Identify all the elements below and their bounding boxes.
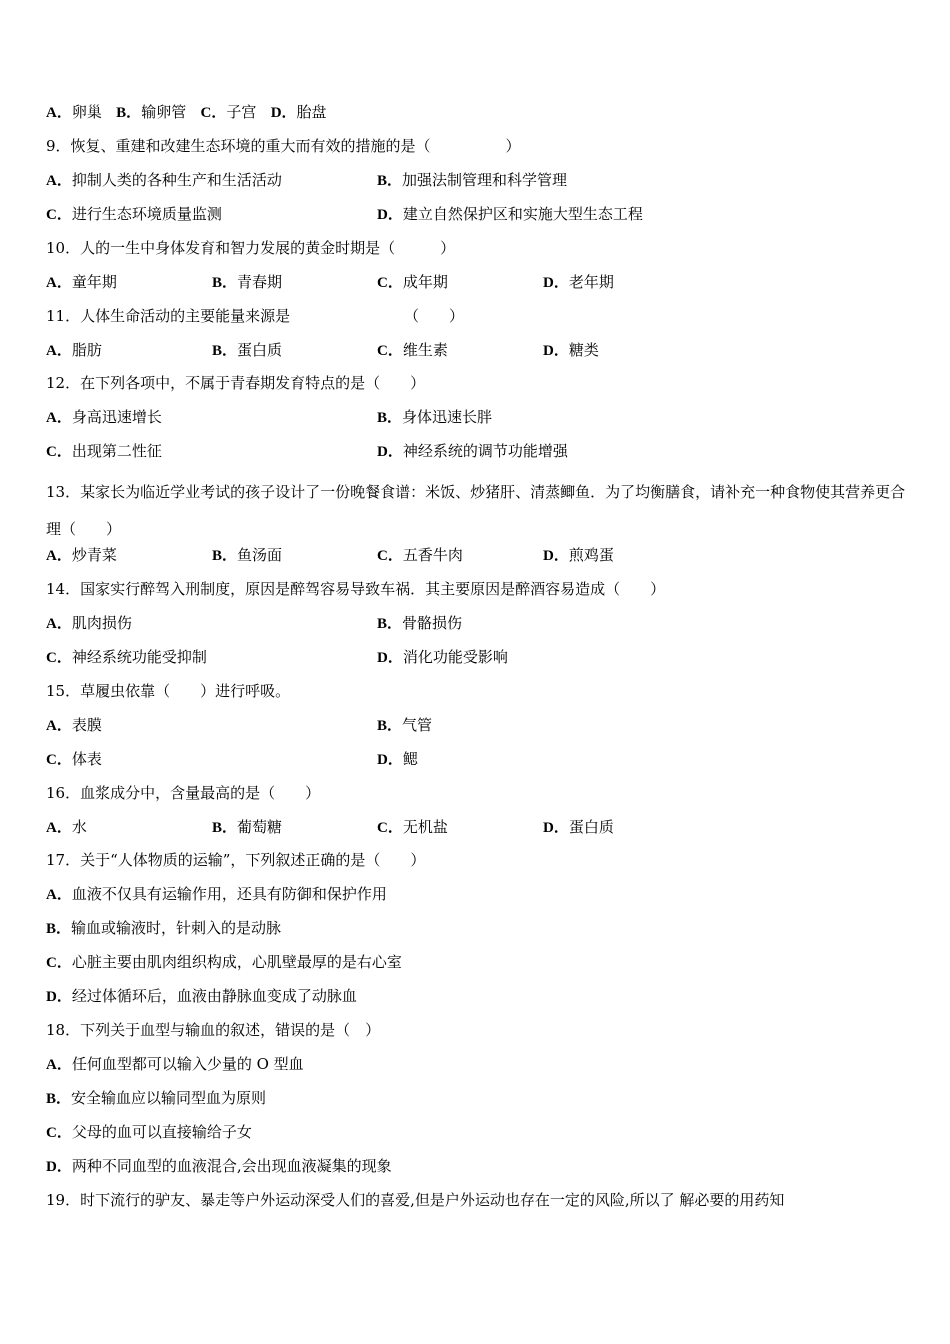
question-15-stem: 15．草履虫依靠（ ）进行呼吸。 [46, 682, 291, 700]
option-text: 无机盐 [402, 818, 448, 836]
option-text: 脂肪 [71, 341, 102, 359]
option-label: B． [377, 718, 403, 734]
option-label: C． [46, 444, 72, 460]
option-label: A． [46, 410, 72, 426]
option-text: 老年期 [568, 273, 614, 291]
option-label: B． [46, 1091, 72, 1107]
question-18-stem: 18．下列关于血型与输血的叙述，错误的是（ ） [46, 1021, 381, 1039]
option-text: 成年期 [402, 273, 448, 291]
option-text: 神经系统的调节功能增强 [402, 442, 568, 460]
q16-option-a [46, 817, 87, 838]
q13-option-c [377, 545, 463, 566]
q18-option-c [46, 1122, 252, 1143]
q13-option-b [212, 545, 282, 566]
option-label: D． [377, 207, 403, 223]
option-text: 气管 [402, 716, 433, 734]
option-label: C． [46, 1125, 72, 1141]
option-label: A． [46, 718, 72, 734]
q9-option-b [377, 170, 567, 191]
q15-option-b [377, 715, 432, 736]
option-label: A． [46, 887, 72, 903]
option-label: A． [46, 548, 72, 564]
option-label: C． [46, 650, 72, 666]
option-a-text: 卵巢 [71, 103, 102, 121]
option-b-text: 输卵管 [141, 103, 187, 121]
option-label: B． [377, 173, 403, 189]
q14-option-c [46, 647, 207, 668]
option-text: 肌肉损伤 [71, 614, 132, 632]
q12-option-b [377, 407, 492, 428]
q12-option-c [46, 441, 162, 462]
question-12-stem: 12．在下列各项中，不属于青春期发育特点的是（ ） [46, 374, 426, 392]
option-text: 血液不仅具有运输作用，还具有防御和保护作用 [71, 885, 387, 903]
q13-option-a [46, 545, 117, 566]
option-d-text: 胎盘 [296, 103, 327, 121]
option-label: D． [377, 444, 403, 460]
option-label: C． [46, 955, 72, 971]
q12-option-a [46, 407, 162, 428]
q16-option-c [377, 817, 448, 838]
option-text: 维生素 [402, 341, 448, 359]
option-text: 身高迅速增长 [71, 408, 162, 426]
question-13-stem: 13．某家长为临近学业考试的孩子设计了一份晚餐食谱：米饭、炒猪肝、清蒸鲫鱼．为了均衡膳食，请补充一种食物使其营养更合理（ ） [46, 483, 906, 538]
option-text: 葡萄糖 [237, 818, 283, 836]
options-row-q8 [46, 102, 327, 122]
option-label: D． [377, 650, 403, 666]
option-label: C． [377, 548, 403, 564]
option-text: 表膜 [71, 716, 102, 734]
option-text: 水 [71, 818, 87, 836]
option-text: 五香牛肉 [402, 546, 463, 564]
option-text: 加强法制管理和科学管理 [402, 171, 568, 189]
option-text: 神经系统功能受抑制 [71, 648, 207, 666]
question-19-stem: 19．时下流行的驴友、暴走等户外运动深受人们的喜爱,但是户外运动也存在一定的风险,所以了 解必要的用药知 [46, 1191, 785, 1209]
q15-option-a [46, 715, 102, 736]
option-label: A． [46, 275, 72, 291]
q10-option-b [212, 272, 282, 293]
q10-option-c [377, 272, 448, 293]
option-a-label: A． [46, 105, 72, 121]
option-text: 身体迅速长胖 [402, 408, 493, 426]
q12-option-d [377, 441, 568, 462]
option-label: A． [46, 616, 72, 632]
q11-option-d [543, 340, 599, 361]
q10-option-a [46, 272, 117, 293]
option-label: D． [46, 989, 72, 1005]
option-text: 安全输血应以输同型血为原则 [71, 1089, 267, 1107]
option-text: 童年期 [71, 273, 117, 291]
option-text: 骨骼损伤 [402, 614, 463, 632]
option-text: 煎鸡蛋 [568, 546, 614, 564]
option-text: 鱼汤面 [237, 546, 283, 564]
option-text: 糖类 [568, 341, 599, 359]
option-d-label: D． [270, 105, 297, 121]
option-label: B． [377, 616, 403, 632]
q16-option-b [212, 817, 282, 838]
q9-option-d [377, 204, 643, 225]
option-label: C． [46, 207, 72, 223]
q18-option-b [46, 1088, 266, 1109]
option-label: B． [212, 820, 238, 836]
q11-option-c [377, 340, 448, 361]
option-c-text: 子宫 [226, 103, 257, 121]
option-text: 输血或输液时，针刺入的是动脉 [71, 919, 282, 937]
option-label: C． [377, 275, 403, 291]
option-label: A． [46, 343, 72, 359]
option-text: 炒青菜 [71, 546, 117, 564]
option-text: 两种不同血型的血液混合,会出现血液凝集的现象 [71, 1157, 392, 1175]
q11-option-b [212, 340, 282, 361]
option-label: A． [46, 1057, 72, 1073]
question-11-paren: （ ） [404, 307, 465, 325]
option-label: B． [46, 921, 72, 937]
option-text: 进行生态环境质量监测 [71, 205, 222, 223]
option-label: D． [543, 548, 569, 564]
option-text: 心脏主要由肌肉组织构成，心肌壁最厚的是右心室 [71, 953, 402, 971]
option-label: C． [46, 752, 72, 768]
option-b-label: B． [116, 105, 142, 121]
question-9-stem: 9．恢复、重建和改建生态环境的重大而有效的措施的是（ ） [46, 137, 521, 155]
option-text: 父母的血可以直接输给子女 [71, 1123, 252, 1141]
option-c-label: C． [200, 105, 227, 121]
option-label: D． [46, 1159, 72, 1175]
q15-option-c [46, 749, 102, 770]
option-label: D． [543, 275, 569, 291]
option-text: 消化功能受影响 [402, 648, 508, 666]
option-text: 任何血型都可以输入少量的 O 型血 [71, 1055, 304, 1073]
option-label: B． [377, 410, 403, 426]
q16-option-d [543, 817, 614, 838]
q18-option-d [46, 1156, 392, 1177]
question-14-stem: 14．国家实行醉驾入刑制度，原因是醉驾容易导致车祸．其主要原因是醉酒容易造成（ ） [46, 580, 666, 598]
q11-option-a [46, 340, 102, 361]
option-text: 青春期 [237, 273, 283, 291]
option-text: 鳃 [402, 750, 418, 768]
option-label: B． [212, 343, 238, 359]
option-text: 经过体循环后，血液由静脉血变成了动脉血 [71, 987, 357, 1005]
q10-option-d [543, 272, 614, 293]
question-17-stem: 17．关于“人体物质的运输”，下列叙述正确的是（ ） [46, 851, 426, 869]
option-text: 建立自然保护区和实施大型生态工程 [402, 205, 643, 223]
q17-option-a [46, 884, 387, 905]
option-label: B． [212, 548, 238, 564]
option-text: 抑制人类的各种生产和生活活动 [71, 171, 282, 189]
option-label: A． [46, 173, 72, 189]
option-text: 出现第二性征 [71, 442, 162, 460]
q17-option-b [46, 918, 281, 939]
option-text: 蛋白质 [237, 341, 283, 359]
q18-option-a [46, 1054, 304, 1075]
option-label: B． [212, 275, 238, 291]
question-16-stem: 16．血浆成分中，含量最高的是（ ） [46, 784, 321, 802]
option-label: D． [543, 343, 569, 359]
option-label: A． [46, 820, 72, 836]
option-text: 体表 [71, 750, 102, 768]
question-11-stem: 11．人体生命活动的主要能量来源是 [46, 307, 291, 325]
q14-option-d [377, 647, 508, 668]
option-text: 蛋白质 [568, 818, 614, 836]
q14-option-b [377, 613, 462, 634]
q17-option-c [46, 952, 402, 973]
option-label: C． [377, 343, 403, 359]
q9-option-a [46, 170, 282, 191]
q15-option-d [377, 749, 418, 770]
q14-option-a [46, 613, 132, 634]
q13-option-d [543, 545, 614, 566]
option-label: D． [377, 752, 403, 768]
question-10-stem: 10．人的一生中身体发育和智力发展的黄金时期是（ ） [46, 239, 456, 257]
q17-option-d [46, 986, 357, 1007]
q9-option-c [46, 204, 222, 225]
option-label: C． [377, 820, 403, 836]
option-label: D． [543, 820, 569, 836]
